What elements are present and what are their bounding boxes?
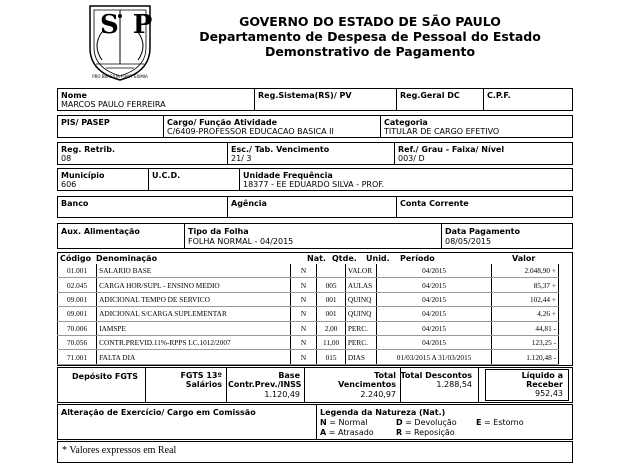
ref-grau-label: Ref./ Grau - Faixa/ Nível xyxy=(398,145,505,154)
cargo-label: Cargo/ Função Atividade xyxy=(167,118,278,127)
base-contr-label-line2: Contr.Prev./INSS xyxy=(228,380,302,389)
legend-devolucao: D = Devolução xyxy=(396,418,457,427)
table-row xyxy=(58,350,559,364)
row-valor: 44,81 - xyxy=(492,321,559,335)
ref-grau-value: 003/ D xyxy=(398,154,425,163)
row-periodo: 01/03/2015 A 31/03/2015 xyxy=(376,350,491,364)
table-row xyxy=(58,335,559,349)
cargo-value: C/6409-PROFESSOR EDUCACAO BASICA II xyxy=(167,127,334,136)
reg-retrib-value: 08 xyxy=(61,154,72,163)
row-denominacao: SALARIO BASE xyxy=(97,264,291,278)
row-natureza: N xyxy=(290,264,316,278)
table-row xyxy=(58,264,559,278)
ucd-label: U.C.D. xyxy=(152,171,181,180)
esc-tab-label: Esc./ Tab. Vencimento xyxy=(231,145,330,154)
document-header xyxy=(0,0,620,88)
legend-reposicao: R = Reposição xyxy=(396,428,455,437)
table-row xyxy=(58,278,559,292)
row-periodo: 04/2015 xyxy=(376,278,491,292)
row-periodo: 04/2015 xyxy=(376,307,491,321)
row-valor: 2.048,90 + xyxy=(492,264,559,278)
table-row xyxy=(58,321,559,335)
tipo-folha-label: Tipo da Folha xyxy=(188,227,249,236)
base-contr-value: 1.120,49 xyxy=(264,390,300,399)
banco-label: Banco xyxy=(61,199,89,208)
cpf-label: C.P.F. xyxy=(487,91,511,100)
row-periodo: 04/2015 xyxy=(376,292,491,306)
row-denominacao: FALTA DIA xyxy=(97,350,291,364)
document-title: Demonstrativo de Pagamento xyxy=(264,44,476,59)
data-pagamento-label: Data Pagamento xyxy=(445,227,520,236)
row-quantidade: 11,00 xyxy=(317,335,346,349)
categoria-value: TITULAR DE CARGO EFETIVO xyxy=(384,127,500,136)
row-codigo: 71.001 xyxy=(58,350,97,364)
row-quantidade: 001 xyxy=(317,307,346,321)
row-denominacao: CARGA HOR/SUPL - ENSINO MEDIO xyxy=(97,278,291,292)
total-vencimentos-value: 2.240,97 xyxy=(360,390,396,399)
unidade-value: 18377 - EE EDUARDO SILVA - PROF. xyxy=(243,180,385,189)
total-descontos-label: Total Descontos xyxy=(400,371,472,380)
row-codigo: 01.001 xyxy=(58,264,97,278)
tipo-folha-value: FOLHA NORMAL - 04/2015 xyxy=(188,237,294,246)
liquido-label-line2: Receber xyxy=(526,380,563,389)
row-natureza: N xyxy=(290,350,316,364)
base-contr-label-line1: Base xyxy=(278,371,300,380)
row-natureza: N xyxy=(290,335,316,349)
currency-note: * Valores expressos em Real xyxy=(62,445,177,456)
data-pagamento-value: 08/05/2015 xyxy=(445,237,492,246)
legend-atrasado: A = Atrasado xyxy=(320,428,374,437)
col-periodo-header: Período xyxy=(400,254,435,263)
row-unidade: PERC. xyxy=(345,335,376,349)
row-codigo: 02.045 xyxy=(58,278,97,292)
row-periodo: 04/2015 xyxy=(376,264,491,278)
esc-tab-value: 21/ 3 xyxy=(231,154,252,163)
municipio-value: 606 xyxy=(61,180,77,189)
col-qtde-header: Qtde. xyxy=(332,254,357,263)
row-denominacao: ADICIONAL S/CARGA SUPLEMENTAR xyxy=(97,307,291,321)
row-unidade: QUINQ xyxy=(345,292,376,306)
conta-label: Conta Corrente xyxy=(400,199,469,208)
row-quantidade: 2,00 xyxy=(317,321,346,335)
row-valor: 1.120,48 - xyxy=(492,350,559,364)
col-codigo-header: Código xyxy=(60,254,92,263)
table-row xyxy=(58,292,559,306)
row-periodo: 04/2015 xyxy=(376,335,491,349)
col-nat-header: Nat. xyxy=(307,254,326,263)
row-denominacao: IAMSPE xyxy=(97,321,291,335)
fgts-label: Depósito FGTS xyxy=(72,372,139,381)
row-codigo: 09.001 xyxy=(58,307,97,321)
reg-sistema-label: Reg.Sistema(RS)/ PV xyxy=(258,91,352,100)
row-codigo: 70.006 xyxy=(58,321,97,335)
row-natureza: N xyxy=(290,278,316,292)
row-natureza: N xyxy=(290,292,316,306)
row-codigo: 09.001 xyxy=(58,292,97,306)
row-valor: 85,37 + xyxy=(492,278,559,292)
liquido-label-line1: Líquido a xyxy=(521,371,563,380)
row-denominacao: CONTR.PREVID.11%-RPPS LC.1012/2007 xyxy=(97,335,291,349)
agencia-label: Agência xyxy=(231,199,267,208)
row-valor: 102,44 + xyxy=(492,292,559,306)
pis-label: PIS/ PASEP xyxy=(61,118,110,127)
liquido-value: 952,43 xyxy=(535,389,563,398)
fgts13-label-line1: FGTS 13º xyxy=(180,371,222,380)
row-unidade: VALOR xyxy=(345,264,376,278)
row-quantidade: 015 xyxy=(317,350,346,364)
municipio-label: Município xyxy=(61,171,105,180)
row-unidade: AULAS xyxy=(345,278,376,292)
table-row xyxy=(58,307,559,321)
seal-motto: PRO BRASILIA FIANT EXIMIA xyxy=(92,74,148,79)
fgts13-label-line2: Salários xyxy=(185,380,222,389)
government-title: GOVERNO DO ESTADO DE SÃO PAULO xyxy=(239,14,501,29)
row-natureza: N xyxy=(290,307,316,321)
reg-retrib-label: Reg. Retrib. xyxy=(61,145,115,154)
items-table xyxy=(57,264,559,365)
unidade-label: Unidade Frequência xyxy=(243,171,333,180)
row-unidade: PERC. xyxy=(345,321,376,335)
row-quantidade xyxy=(317,264,346,278)
col-unid-header: Unid. xyxy=(366,254,390,263)
banco-section xyxy=(57,196,573,218)
reg-geral-label: Reg.Geral DC xyxy=(400,91,460,100)
row-unidade: DIAS xyxy=(345,350,376,364)
row-codigo: 70.056 xyxy=(58,335,97,349)
row-denominacao: ADICIONAL TEMPO DE SERVICO xyxy=(97,292,291,306)
seal-letters: SP xyxy=(100,10,167,40)
categoria-label: Categoria xyxy=(384,118,428,127)
row-unidade: QUINQ xyxy=(345,307,376,321)
alteracao-label: Alteração de Exercício/ Cargo em Comissão xyxy=(61,408,256,417)
legend-estorno: E = Estorno xyxy=(476,418,524,427)
aux-alimentacao-label: Aux. Alimentação xyxy=(61,227,140,236)
row-valor: 4,26 + xyxy=(492,307,559,321)
legenda-title: Legenda da Natureza (Nat.) xyxy=(320,408,446,417)
col-valor-header: Valor xyxy=(512,254,536,263)
row-periodo: 04/2015 xyxy=(376,321,491,335)
total-vencimentos-label-line2: Vencimentos xyxy=(338,380,396,389)
col-denominacao-header: Denominação xyxy=(96,254,158,263)
row-quantidade: 001 xyxy=(317,292,346,306)
nome-label: Nome xyxy=(61,91,87,100)
total-vencimentos-label-line1: Total xyxy=(374,371,396,380)
row-natureza: N xyxy=(290,321,316,335)
department-title: Departamento de Despesa de Pessoal do Estado xyxy=(199,29,541,44)
row-valor: 123,25 - xyxy=(492,335,559,349)
nome-value: MARCOS PAULO FERREIRA xyxy=(61,100,166,109)
row-quantidade: 005 xyxy=(317,278,346,292)
total-descontos-value: 1.288,54 xyxy=(436,380,472,389)
legend-normal: N = Normal xyxy=(320,418,368,427)
